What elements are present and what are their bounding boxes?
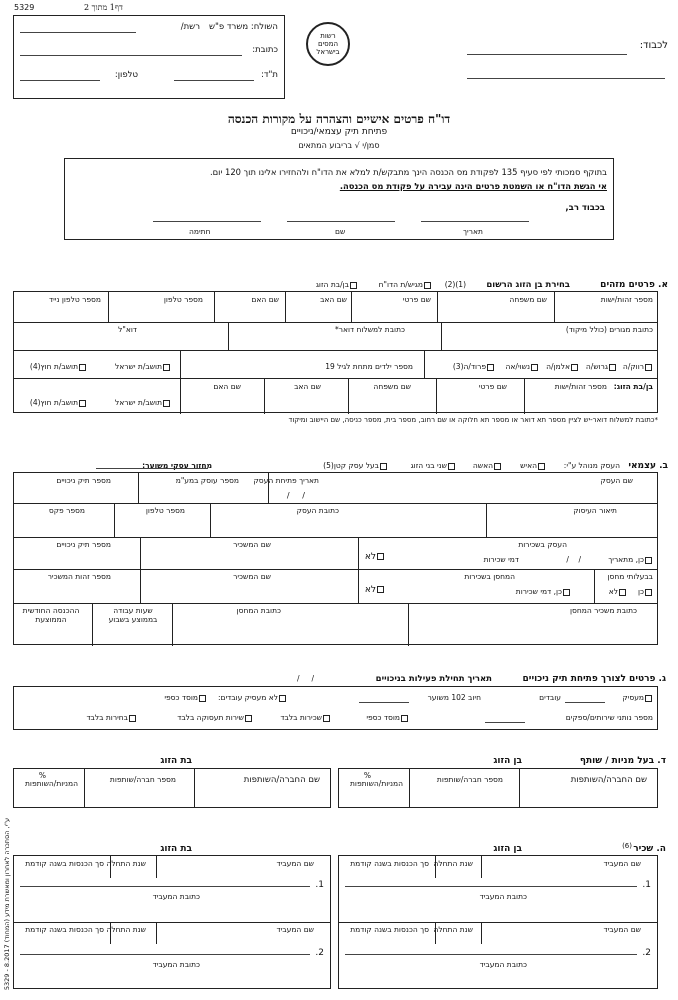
section-c-title: ג. פרטים לצורך פתיחת תיק ניכויים (522, 674, 666, 684)
sender-label: השולח: משרד פ"ש (208, 22, 278, 32)
section-a-table: מספר זהות/ישות שם משפחה שם פרטי שם האב שם האם מספר טלפון מספר טלפון נייד כתובת מגורים (כולל מיקוד) כתובת למשלוח דואר* דוא"ל רווק/ה גרוש/ה אלמן/ה נשוי/אה פרוד/ה(3) מספר ילדים מתחת לגיל 19 תושב/ת ישראל תושב/ת חוץ(4) בן/בת הזוג: מספר זהות/ישות שם פרטי שם משפחה שם האב שם האם תושב/ת ישראל תושב/ת חוץ(4) (13, 291, 658, 413)
tax-authority-logo: רשות המסים בישראל (306, 22, 350, 66)
notice-box (64, 158, 614, 240)
section-a-choose: בחירת בן הזוג הרשום (486, 280, 570, 290)
sub-title: פתיחת תיק עצמאי/ניכויים (290, 127, 388, 137)
mark-hint: סמן/י √ בריבוע המתאים (298, 141, 380, 150)
section-b-title: ב. עצמאי (628, 461, 668, 471)
notice-date: תאריך (463, 227, 483, 236)
notice-name: שם (335, 227, 346, 236)
spouse-checkbox[interactable] (350, 282, 357, 289)
opt-filer[interactable]: מגיש/ת הדו"ח (379, 280, 432, 289)
section-a-title: א. פרטים מזהים (600, 280, 668, 290)
sender-box (13, 15, 285, 99)
section-a-footnote: *כתובת למשלוח דואר-יש לציין מספר תא דואר או מספר תא חלוקה או שם רחוב, מספר בית, מספר כניסה, שם היישוב ומיקוד (288, 416, 658, 424)
section-d-wife-table: שם החברה/השותפות מספר חברה/שותפות % המניות/השותפות (13, 768, 331, 808)
section-e-title: ה. שכיר (633, 844, 666, 854)
net-label: רשת/ (180, 22, 200, 32)
filer-checkbox[interactable] (424, 282, 431, 289)
section-d-husband-table: שם החברה/השותפות מספר חברה/שותפות % המניות/השותפות (338, 768, 658, 808)
notice-line2: אי הגשת הדו"ח או השמטת פרטים הינה עבירה על פקודת מס הכנסה. (339, 181, 607, 191)
notice-regards: בכבוד רב, (565, 203, 605, 213)
page-label: דף1 מתוך 2 (84, 3, 123, 12)
section-e-husband-table: שם המעביד שנת התחלה סך הכנסות בשנה קודמת 1. כתובת המעביד שם המעביד שנת התחלה סך הכנסות בשנה קודמת 2. כתובת המעביד (338, 855, 658, 989)
form-number: 5329 (14, 3, 35, 12)
po-label: ת"ד: (261, 70, 278, 80)
address-label: כתובת: (252, 45, 278, 55)
side-note: ע"י, הסתכרה לאחרון ומאשרת מידע (המחוד) 8.2017 - 5329 (3, 817, 11, 991)
phone-label: טלפון: (114, 70, 138, 80)
main-title: דו"ח פרטים אישיים והצהרה על מקורות הכנסה (227, 112, 451, 126)
section-b-table: שם העסק תאריך פתיחת העסק / / מספר עוסק במע"מ מספר תיק ניכויים תיאור העיסוק כתובת העסק מספר טלפון מספר פקס העסק בשכירות כן, מתאריך / / דמי שכירות לא שם המשכיר מספר תיק ניכויים בבעלותי מחסן כן לא המחסן בשכירות כן, דמי שכירות לא שם המשכיר מספר זהות המשכיר כתובת משכיר המחסן כתובת המחסן שעות עבודה בממוצע בשבוע ההכנסה החודשית הממוצעת (13, 472, 658, 645)
section-d-title: ד. בעל מניות / שותף (579, 756, 666, 766)
opt-spouse[interactable]: בן/בת הזוג (316, 280, 358, 289)
section-e-wife-table: שם המעביד שנת התחלה סך הכנסות בשנה קודמת 1. כתובת המעביד שם המעביד שנת התחלה סך הכנסות בשנה קודמת 2. כתובת המעביד (13, 855, 331, 989)
to-label: לכבוד: (639, 40, 668, 51)
notice-line1: בתוקף סמכותי לפי סעיף 135 לפקודת מס הכנסה הינך מתבקש/ת למלא את הדו"ח ולהחזירו אלינו תוך 120 יום. (209, 167, 607, 177)
section-c-table: מעסיק עובדים חיוב 102 משוער לא מעסיק עובדים: מוסד כספי מספר נותני שירותים/ספקים מוסד כספי שכירות בלבד שירות תעסוקה בלבד בחירות בלבד (13, 686, 658, 730)
notice-signature: חתימה (189, 227, 211, 236)
